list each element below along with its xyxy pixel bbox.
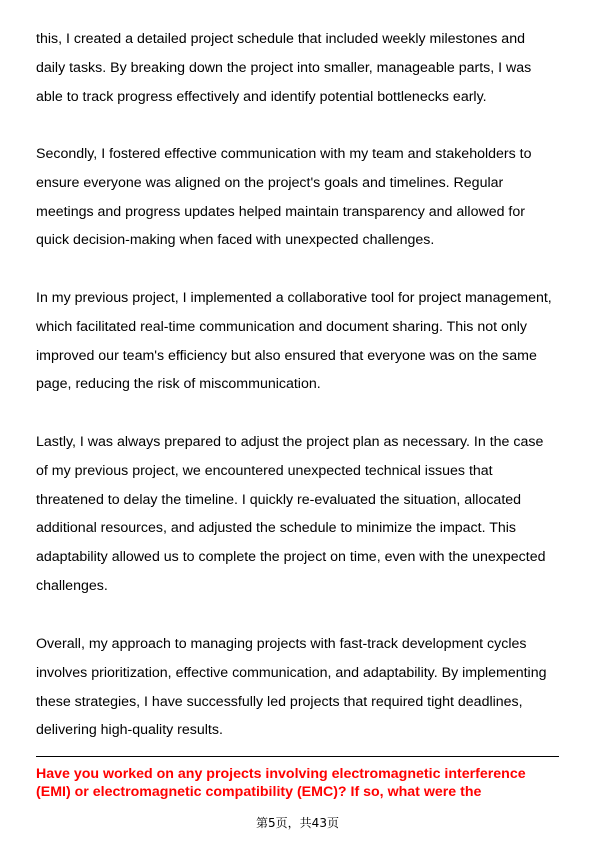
- paragraph-line: of my previous project, we encountered unexpected technical issues that: [36, 462, 493, 479]
- paragraph-line: meetings and progress updates helped maintain transparency and allowed for: [36, 203, 525, 220]
- paragraph-line: ensure everyone was aligned on the project's goals and timelines. Regular: [36, 174, 504, 191]
- paragraph-line: involves prioritization, effective communication, and adaptability. By implementing: [36, 664, 547, 681]
- paragraph-line: this, I created a detailed project schedule that included weekly milestones and: [36, 31, 525, 47]
- paragraph-line: Secondly, I fostered effective communication with my team and stakeholders to: [36, 146, 532, 162]
- question-line: Have you worked on any projects involving electromagnetic interference: [36, 766, 526, 782]
- paragraph-line: In my previous project, I implemented a collaborative tool for project management,: [36, 290, 552, 306]
- page-number-footer: 第5页，共43页: [256, 816, 339, 830]
- question-heading: [36, 765, 563, 801]
- paragraph-line: these strategies, I have successfully led projects that required tight deadlines,: [36, 693, 523, 710]
- paragraph-3: [36, 284, 563, 399]
- paragraph-2: [36, 140, 563, 255]
- paragraph-line: challenges.: [36, 577, 108, 594]
- paragraph-line: additional resources, and adjusted the schedule to minimize the impact. This: [36, 520, 517, 537]
- paragraph-4: [36, 428, 563, 601]
- paragraph-line: which facilitated real-time communication and document sharing. This not only: [36, 318, 528, 335]
- paragraph-line: Lastly, I was always prepared to adjust the project plan as necessary. In the case: [36, 434, 544, 450]
- paragraph-line: adaptability allowed us to complete the project on time, even with the unexpected: [36, 549, 546, 566]
- paragraph-line: Overall, my approach to managing projects with fast-track development cycles: [36, 636, 527, 652]
- paragraph-line: able to track progress effectively and identify potential bottlenecks early.: [36, 88, 487, 105]
- paragraph-1: [36, 25, 563, 111]
- section-divider: [36, 756, 559, 757]
- paragraph-5: [36, 630, 563, 745]
- paragraph-line: threatened to delay the timeline. I quickly re-evaluated the situation, allocated: [36, 491, 522, 508]
- paragraph-line: page, reducing the risk of miscommunication.: [36, 376, 321, 393]
- question-line: (EMI) or electromagnetic compatibility (EMC)? If so, what were the: [36, 784, 482, 800]
- paragraph-line: delivering high-quality results.: [36, 722, 223, 739]
- paragraph-line: improved our team's efficiency but also ensured that everyone was on the same: [36, 347, 537, 364]
- paragraph-line: daily tasks. By breaking down the project into smaller, manageable parts, I was: [36, 59, 532, 76]
- paragraph-line: quick decision-making when faced with unexpected challenges.: [36, 232, 435, 249]
